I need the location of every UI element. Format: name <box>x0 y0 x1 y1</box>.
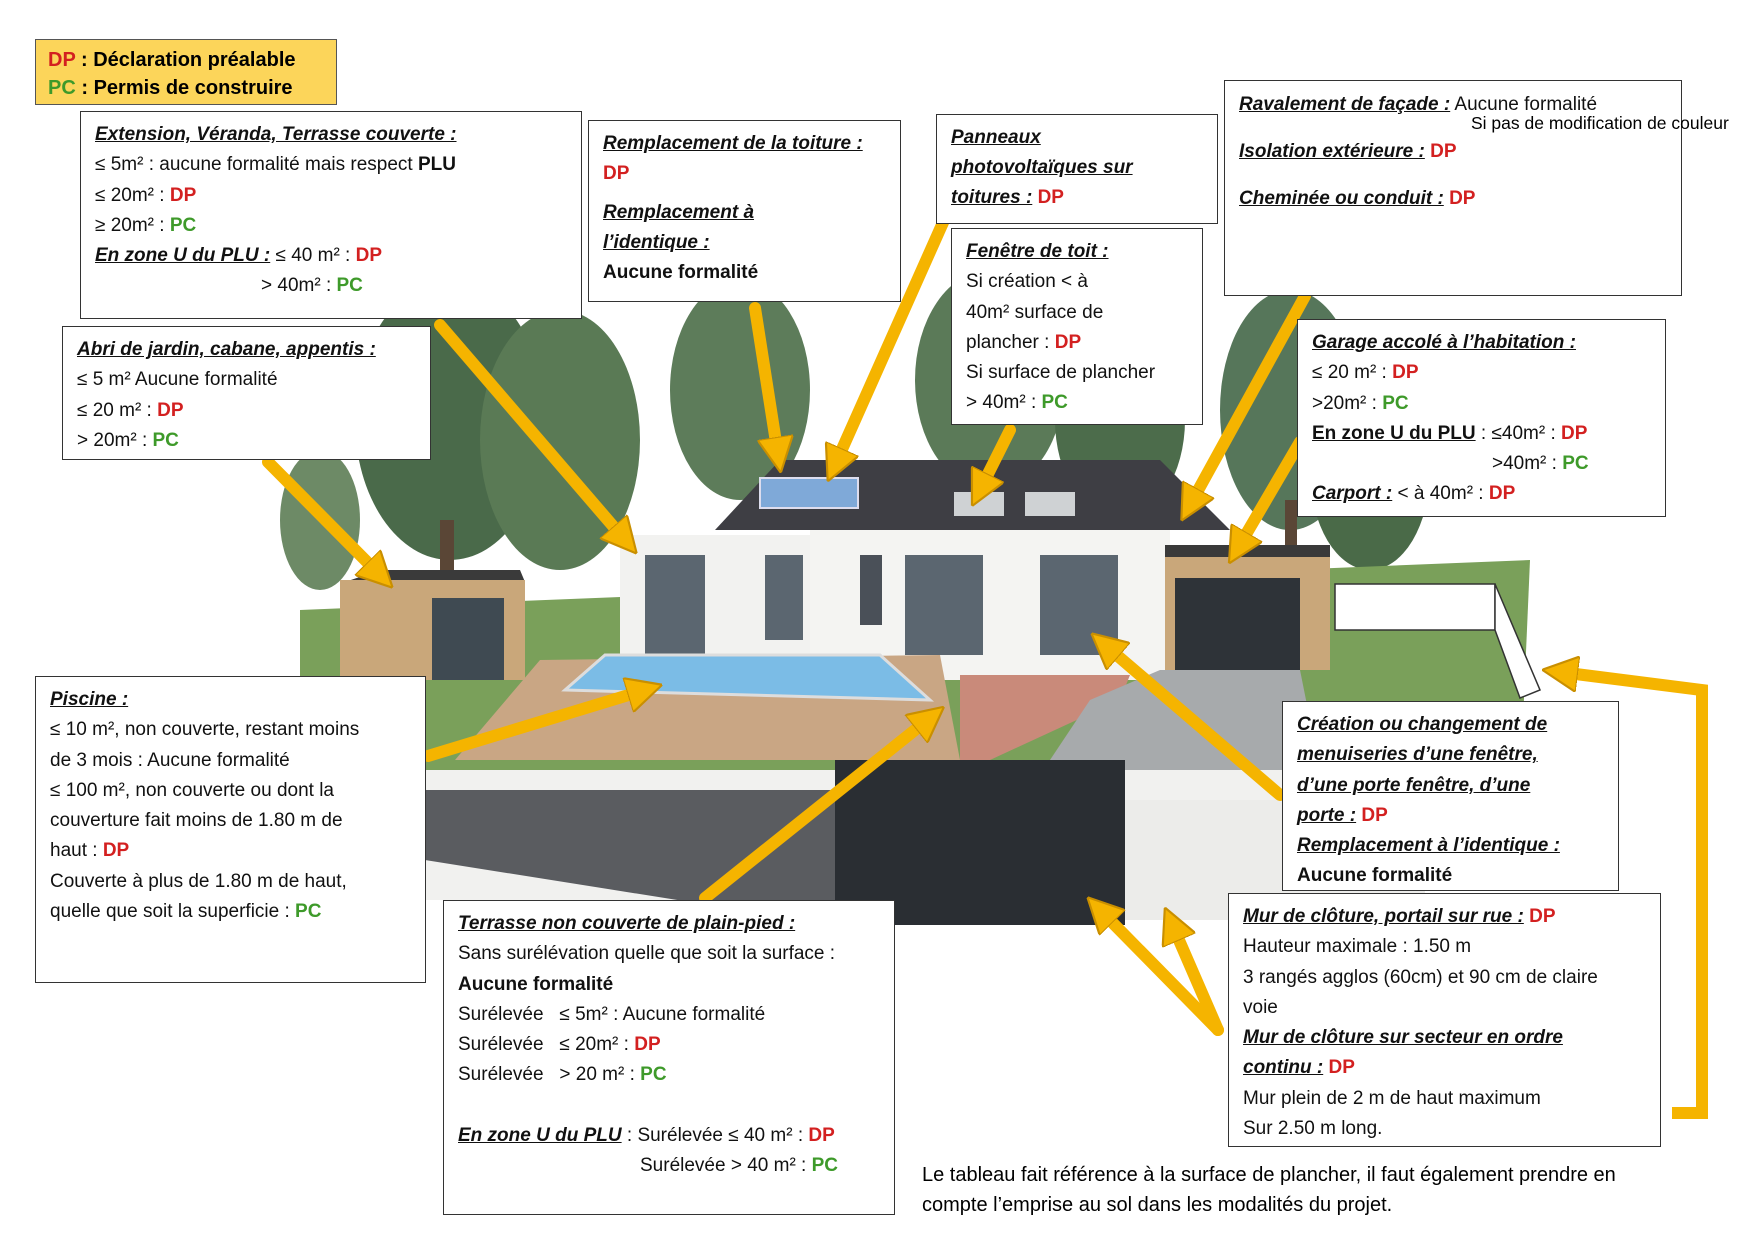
piscine-title: Piscine : <box>50 689 129 710</box>
terrasse-box: Terrasse non couverte de plain-pied : Sans surélévation quelle que soit la surface : Aucune formalité Surélevée ≤ 5m² : Aucune formalité Surélevée ≤ 20m² : DP Surélevée > 20 m² : PC En zone U du PLU : Surélevée ≤ 40 m² : DP Surélevée > 40 m² : PC <box>443 900 895 1215</box>
toiture-title: Remplacement de la toiture : <box>603 133 863 154</box>
ravalement-box: Ravalement de façade : Aucune formalité Isolation extérieure : DP Cheminée ou conduit : DP <box>1224 80 1682 296</box>
abri-title: Abri de jardin, cabane, appentis : <box>77 339 376 360</box>
ravalement-note: Si pas de modification de couleur <box>1471 113 1729 133</box>
piscine-box: Piscine : ≤ 10 m², non couverte, restant moins de 3 mois : Aucune formalité ≤ 100 m², non couverte ou dont la couverture fait moins de 1.80 m de haut : DP Couverte à plus de 1.80 m de haut, quelle que soit la superficie : PC <box>35 676 426 983</box>
footnote: Le tableau fait référence à la surface de plancher, il faut également prendre en compte l’emprise au sol dans les modalités du projet. <box>922 1164 1616 1216</box>
abri-box: Abri de jardin, cabane, appentis : ≤ 5 m² Aucune formalité ≤ 20 m² : DP > 20m² : PC <box>62 326 431 460</box>
menuiseries-box: Création ou changement de menuiseries d’une fenêtre, d’une porte fenêtre, d’une porte : DP Remplacement à l’identique : Aucune formalité <box>1282 701 1619 891</box>
extension-title: Extension, Véranda, Terrasse couverte : <box>95 124 457 145</box>
panneaux-box: Panneaux photovoltaïques sur toitures : DP <box>936 114 1218 224</box>
fenetre-title: Fenêtre de toit : <box>966 241 1109 262</box>
garage-box: Garage accolé à l’habitation : ≤ 20 m² : DP >20m² : PC En zone U du PLU : ≤40m² : DP >40m² : PC Carport : < à 40m² : DP <box>1297 319 1666 517</box>
legend-pc: PC : Permis de construire <box>48 77 293 99</box>
garden-shed <box>340 570 525 680</box>
arrow-mur-1 <box>1100 910 1218 1030</box>
fenetre-box: Fenêtre de toit : Si création < à 40m² surface de plancher : DP Si surface de plancher > 40m² : PC <box>951 228 1203 425</box>
garage-title: Garage accolé à l’habitation : <box>1312 332 1576 353</box>
notice-box <box>1335 584 1495 630</box>
toiture-box: Remplacement de la toiture : DP Remplacement à l’identique : Aucune formalité <box>588 120 901 302</box>
legend <box>35 39 337 105</box>
mur-box: Mur de clôture, portail sur rue : DP Hauteur maximale : 1.50 m 3 rangés agglos (60cm) et 90 cm de claire voie Mur de clôture sur secteur en ordre continu : DP Mur plein de 2 m de haut maximum Sur 2.50 m long. <box>1228 893 1661 1147</box>
extension-box: Extension, Véranda, Terrasse couverte : ≤ 5m² : aucune formalité mais respect PLU ≤ 20m² : DP ≥ 20m² : PC En zone U du PLU : ≤ 40 m² : DP > 40m² : PC <box>80 111 582 319</box>
terrasse-title: Terrasse non couverte de plain-pied : <box>458 913 796 934</box>
legend-dp: DP : Déclaration préalable <box>48 49 296 71</box>
